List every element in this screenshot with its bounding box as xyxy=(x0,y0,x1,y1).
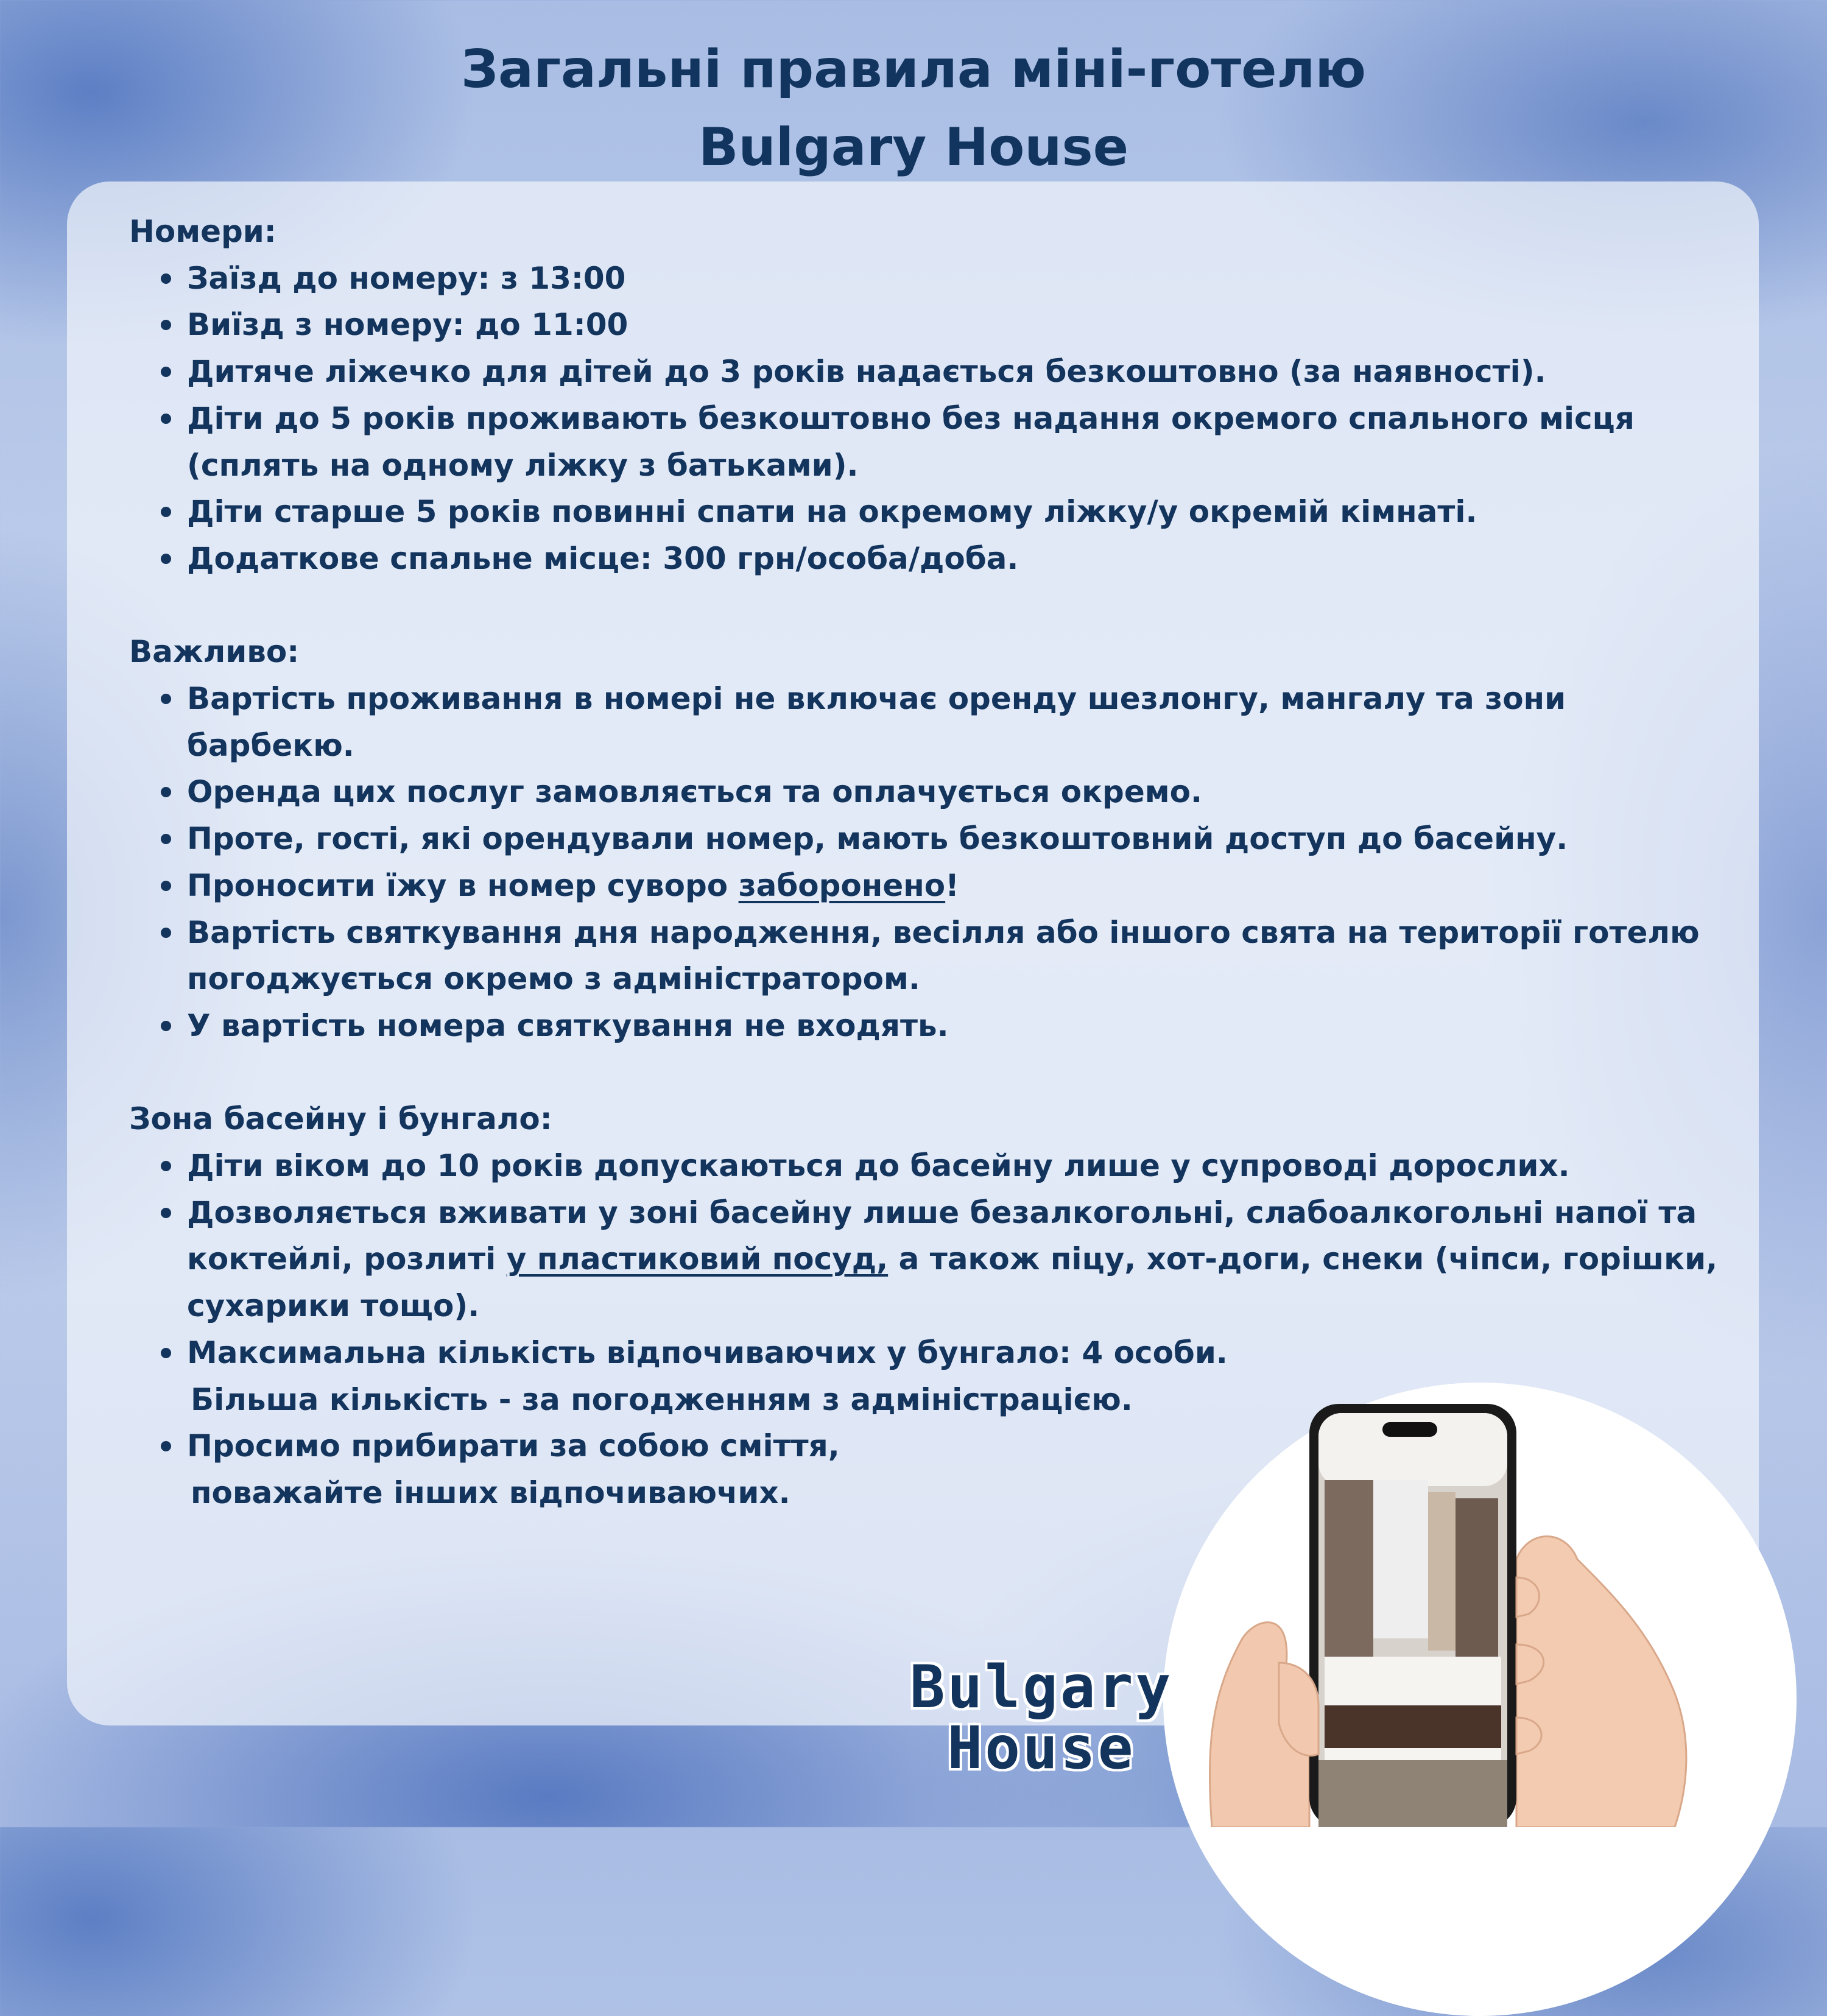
drinks-rule-prefix: Дозволяється вживати у зоні басейну лише безалкогольні, слабоалкогольні напої та коктейлі, розлиті xyxy=(187,1194,1697,1277)
trash-rule-line-1: Просимо прибирати за собою сміття, xyxy=(187,1428,840,1464)
section-important xyxy=(129,629,1725,1049)
phone-in-hands-photo xyxy=(1188,1376,1827,1827)
list-item: Заїзд до номеру: з 13:00 xyxy=(129,255,1725,302)
list-item xyxy=(129,1190,1725,1330)
list-item: Дитяче ліжечко для дітей до 3 років надається безкоштовно (за наявності). xyxy=(129,348,1725,395)
trash-rule-line-2: поважайте інших відпочиваючих. xyxy=(191,1475,790,1510)
list-item: Додаткове спальне місце: 300 грн/особа/доба. xyxy=(129,535,1725,582)
list-item: Оренда цих послуг замовляється та оплачується окремо. xyxy=(129,769,1725,816)
section-heading: Важливо: xyxy=(129,634,300,670)
brand-line-2: House xyxy=(947,1714,1136,1782)
brand-line-1: Bulgary xyxy=(909,1653,1174,1721)
list-item: Діти до 5 років проживають безкоштовно без надання окремого спального місця (сплять на одному ліжку з батьками). xyxy=(129,395,1725,488)
page-title xyxy=(0,30,1827,186)
dynamic-island xyxy=(1382,1422,1437,1437)
list-item: Діти віком до 10 років допускаються до басейну лише у супроводі дорослих. xyxy=(129,1143,1725,1190)
right-hand xyxy=(1516,1537,1686,1828)
title-line-1: Загальні правила міні-готелю xyxy=(460,39,1367,100)
brand-logo xyxy=(901,1653,1181,1782)
list-item: Вартість святкування дня народження, весілля або іншого свята на території готелю погоджується окремо з адміністратором. xyxy=(129,909,1725,1003)
food-rule-suffix: ! xyxy=(945,867,959,903)
list-item: Виїзд з номеру: до 11:00 xyxy=(129,301,1725,348)
rules-content xyxy=(129,208,1725,1517)
list-item: Діти старше 5 років повинні спати на окремому ліжку/у окремій кімнаті. xyxy=(129,488,1725,535)
section-rooms xyxy=(129,208,1725,582)
bungalow-rule-line-2: Більша кількість - за погодженням з адміністрацією. xyxy=(191,1381,1133,1417)
food-rule-emphasis: заборонено xyxy=(738,867,946,903)
title-line-2: Bulgary House xyxy=(698,117,1129,178)
drinks-rule-emphasis: у пластиковий посуд, xyxy=(506,1241,889,1277)
section-heading: Номери: xyxy=(129,214,276,249)
list-item: Вартість проживання в номері не включає оренду шезлонгу, мангалу та зони барбекю. xyxy=(129,675,1725,769)
wall xyxy=(1428,1492,1456,1651)
section-heading: Зона басейну і бунгало: xyxy=(129,1101,552,1137)
list-item: У вартість номера святкування не входять. xyxy=(129,1003,1725,1049)
food-rule-prefix: Проносити їжу в номер суворо xyxy=(187,867,739,903)
important-list xyxy=(129,675,1725,1049)
list-item xyxy=(129,862,1725,909)
bed-runner xyxy=(1325,1705,1501,1748)
rooms-list xyxy=(129,255,1725,582)
list-item: Проте, гості, які орендували номер, мають безкоштовний доступ до басейну. xyxy=(129,816,1725,862)
window xyxy=(1373,1480,1428,1638)
bungalow-rule-line-1: Максимальна кількість відпочиваючих у бунгало: 4 особи. xyxy=(187,1334,1228,1370)
carpet xyxy=(1318,1760,1507,1827)
drinks-rule-suffix: а також піцу, хот-доги, снеки (чіпси, горішки, сухарики тощо). xyxy=(187,1241,1718,1324)
